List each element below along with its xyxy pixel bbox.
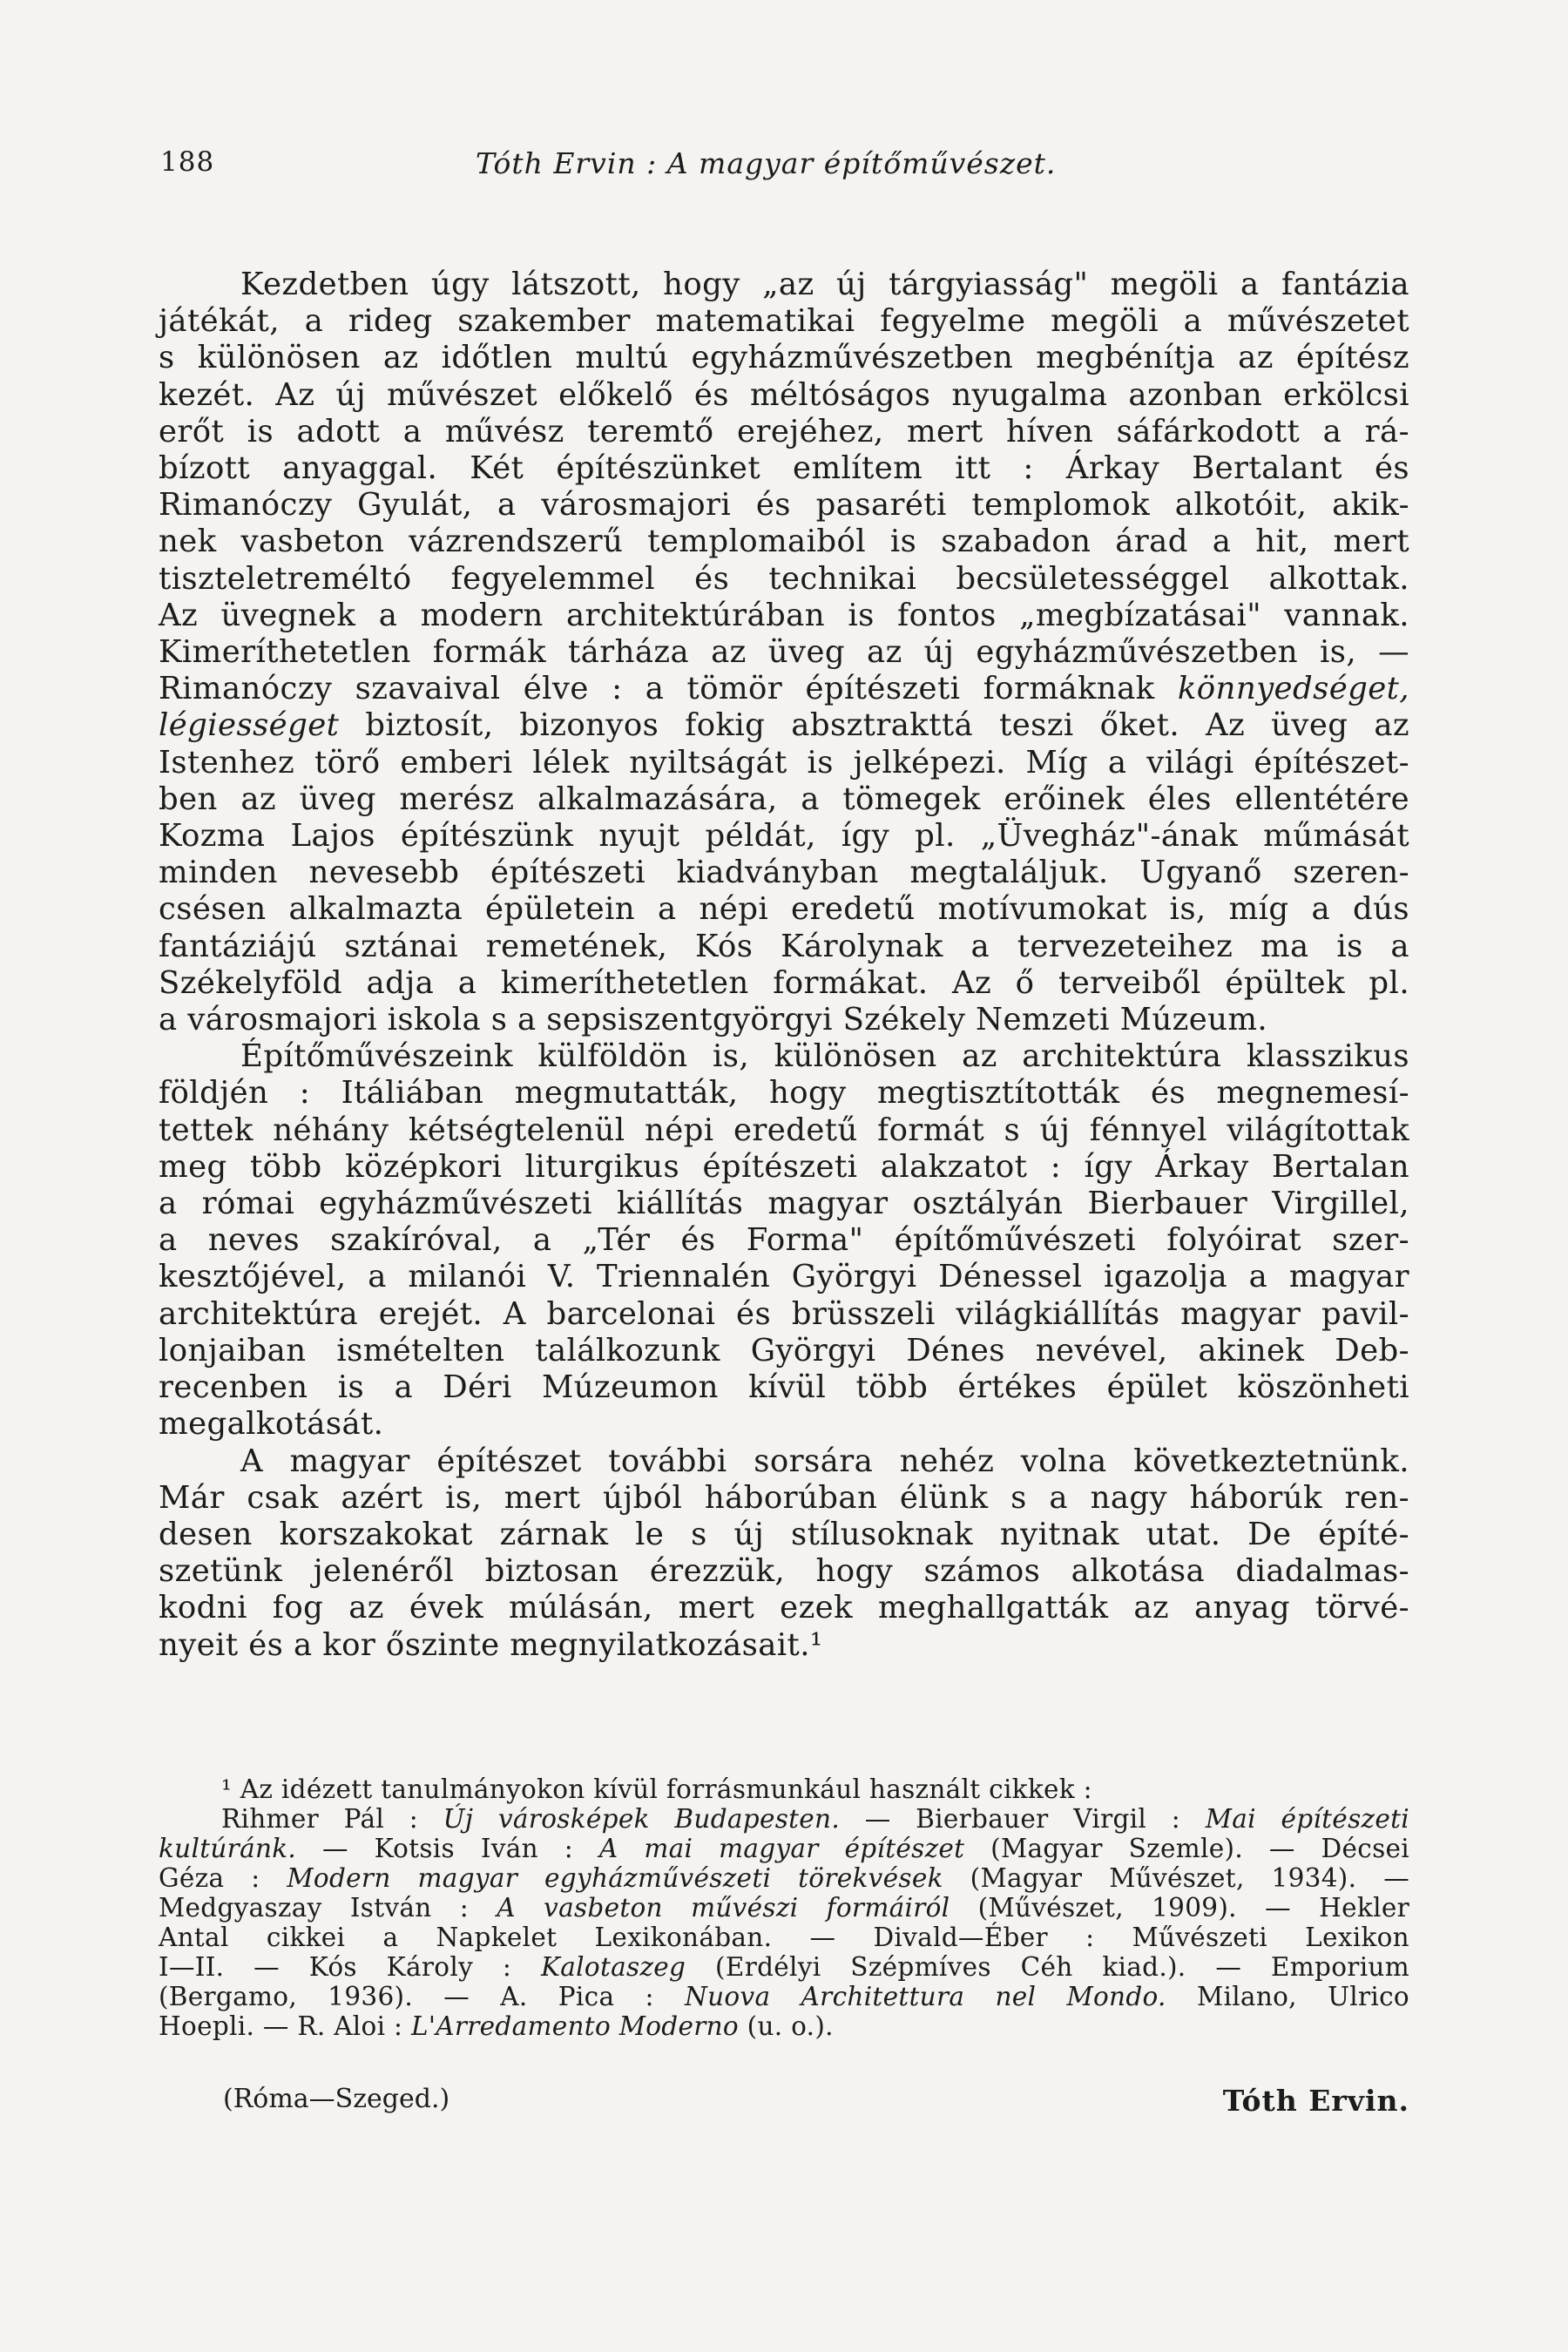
italic-title: Kalotaszeg [540, 1952, 686, 1982]
text-line: nyeit és a kor őszinte megnyilatkozásait.¹ [159, 1626, 823, 1663]
text-line: minden nevesebb építészeti kiadványban megtaláljuk. Ugyanő szeren- [159, 855, 1409, 891]
text-segment: Rihmer Pál : [221, 1804, 443, 1834]
text-line: desen korszakokat zárnak le s új stílusoknak nyitnak utat. De építé- [159, 1516, 1409, 1552]
text-segment: Milano, Ulrico [1166, 1982, 1409, 2011]
text-segment: Géza : [159, 1863, 287, 1893]
text-line: Kimeríthetetlen formák tárháza az üveg az új egyházművészetben is, — [159, 634, 1409, 671]
footnote-line [159, 1982, 1409, 2011]
text-line: földjén : Itáliában megmutatták, hogy megtisztították és megnemesí- [159, 1075, 1409, 1112]
footnote [159, 1774, 1409, 2041]
italic-title: Mai építészeti [1205, 1804, 1409, 1834]
text-segment: biztosít, bizonyos fokig absztrakttá teszi őket. Az üveg az [339, 707, 1409, 744]
footnote-line [159, 1804, 1409, 1834]
text-line [159, 671, 1409, 707]
text-segment: Medgyaszay István : [159, 1893, 497, 1923]
text-line: csésen alkalmazta épületein a népi eredetű motívumokat is, míg a dús [159, 891, 1409, 928]
text-line: kodni fog az évek múlásán, mert ezek meghallgatták az anyag törvé- [159, 1590, 1409, 1626]
text-line: bízott anyaggal. Két építészünket említem itt : Árkay Bertalant és [159, 450, 1409, 487]
text-segment: (Bergamo, 1936). — A. Pica : [159, 1982, 686, 2011]
text-segment: Rimanóczy szavaival élve : a tömör építészeti formáknak [159, 671, 1178, 707]
text-line: tiszteletreméltó fegyelemmel és technikai becsületességgel alkottak. [159, 560, 1409, 597]
author-signature: Tóth Ervin. [1222, 2084, 1409, 2118]
footnote-line: ¹ Az idézett tanulmányokon kívül forrásmunkául használt cikkek : [221, 1774, 1092, 1804]
text-line: Már csak azért is, mert újból háborúban élünk s a nagy háborúk ren- [159, 1479, 1409, 1516]
text-line: fantáziájú sztánai remetének, Kós Károlynak a tervezeteihez ma is a [159, 928, 1409, 964]
text-line: a neves szakíróval, a „Tér és Forma" építőművészeti folyóirat szer- [159, 1222, 1409, 1259]
text-line: a városmajori iskola s a sepsiszentgyörgyi Székely Nemzeti Múzeum. [159, 1002, 1268, 1038]
italic-title: kultúránk. [159, 1834, 297, 1863]
italic-title: Új városképek Budapesten. [443, 1804, 841, 1834]
text-segment: (u. o.). [738, 2011, 834, 2041]
footnote-line: Antal cikkei a Napkelet Lexikonában. — Divald—Éber : Művészeti Lexikon [159, 1923, 1409, 1952]
text-line: szetünk jelenéről biztosan érezzük, hogy számos alkotása diadalmas- [159, 1553, 1409, 1590]
text-line: Kozma Lajos építészünk nyujt példát, így pl. „Üvegház"-ának műmását [159, 818, 1409, 855]
italic-term: légiességet [159, 707, 340, 744]
text-line: kesztőjével, a milanói V. Triennalén Györgyi Dénessel igazolja a magyar [159, 1259, 1409, 1295]
paragraph [159, 267, 1409, 1038]
place-of-writing: (Róma—Szeged.) [223, 2084, 450, 2114]
footnote-line [159, 1863, 1409, 1893]
text-line: lonjaiban ismételten találkozunk Györgyi Dénes nevével, akinek Deb- [159, 1332, 1409, 1369]
page-header [160, 146, 1411, 190]
text-line: architektúra erejét. A barcelonai és brüsszeli világkiállítás magyar pavil- [159, 1295, 1409, 1332]
text-line: kezét. Az új művészet előkelő és méltóságos nyugalma azonban erkölcsi [159, 376, 1409, 413]
italic-title: Modern magyar egyházművészeti törekvések [287, 1863, 943, 1893]
footnote-line [159, 1893, 1409, 1923]
italic-title: A mai magyar építészet [598, 1834, 965, 1863]
text-line: Kezdetben úgy látszott, hogy „az új tárgyiasság" megöli a fantázia [240, 267, 1409, 302]
text-line: játékát, a rideg szakember matematikai fegyelme megöli a művészetet [159, 303, 1409, 340]
footnote-line [159, 1834, 1409, 1863]
text-line: Székelyföld adja a kimeríthetetlen formákat. Az ő terveiből épültek pl. [159, 964, 1409, 1001]
text-segment: (Erdélyi Szépmíves Céh kiad.). — Emporium [686, 1952, 1409, 1982]
text-line: megalkotását. [159, 1406, 384, 1443]
text-line: nek vasbeton vázrendszerű templomaiból is szabadon árad a hit, mert [159, 524, 1409, 560]
italic-term: könnyedséget, [1177, 671, 1409, 707]
text-segment: Hoepli. — R. Aloi : [159, 2011, 411, 2041]
italic-title: A vasbeton művészi formáiról [497, 1893, 950, 1923]
text-line: Az üvegnek a modern architektúrában is fontos „megbízatásai" vannak. [159, 597, 1409, 633]
paragraph [159, 1443, 1409, 1664]
text-segment: (Művészet, 1909). — Hekler [950, 1893, 1409, 1923]
text-segment: — Kotsis Iván : [296, 1834, 599, 1863]
text-line: meg több középkori liturgikus építészeti alakzatot : így Árkay Bertalan [159, 1148, 1409, 1185]
running-title: Tóth Ervin : A magyar építőművészet. [476, 146, 1057, 180]
text-line: tettek néhány kétségtelenül népi eredetű formát s új fénnyel világítottak [159, 1112, 1409, 1148]
text-line: a római egyházművészeti kiállítás magyar osztályán Bierbauer Virgillel, [159, 1186, 1409, 1222]
text-line: erőt is adott a művész teremtő erejéhez, mert híven sáfárkodott a rá- [159, 413, 1409, 449]
text-line: Istenhez törő emberi lélek nyiltságát is jelképezi. Míg a világi építészet- [159, 744, 1409, 781]
italic-title: Nuova Architettura nel Mondo. [685, 1982, 1166, 2011]
footnote-line [159, 1952, 1409, 1982]
main-text [159, 267, 1409, 1664]
text-line: recenben is a Déri Múzeumon kívül több értékes épület köszönheti [159, 1369, 1409, 1406]
text-line: A magyar építészet további sorsára nehéz volna következtetnünk. [240, 1443, 1409, 1479]
text-segment: I—II. — Kós Károly : [159, 1952, 541, 1982]
italic-title: L'Arredamento Moderno [410, 2011, 739, 2041]
text-line: Építőművészeink külföldön is, különösen az architektúra klasszikus [240, 1038, 1409, 1075]
text-segment: — Bierbauer Virgil : [840, 1804, 1206, 1834]
text-line: s különösen az időtlen multú egyházművészetben megbénítja az építész [159, 340, 1409, 376]
text-line [159, 707, 1409, 744]
footnote-line [159, 2011, 1409, 2041]
text-line: Rimanóczy Gyulát, a városmajori és pasaréti templomok alkotóit, akik- [159, 487, 1409, 524]
paragraph [159, 1038, 1409, 1443]
footnotes [159, 1774, 1409, 2041]
text-segment: (Magyar Szemle). — Décsei [964, 1834, 1409, 1863]
page-number: 188 [160, 146, 215, 178]
text-segment: (Magyar Művészet, 1934). — [943, 1863, 1410, 1893]
text-line: ben az üveg merész alkalmazására, a tömegek erőinek éles ellentétére [159, 781, 1409, 817]
